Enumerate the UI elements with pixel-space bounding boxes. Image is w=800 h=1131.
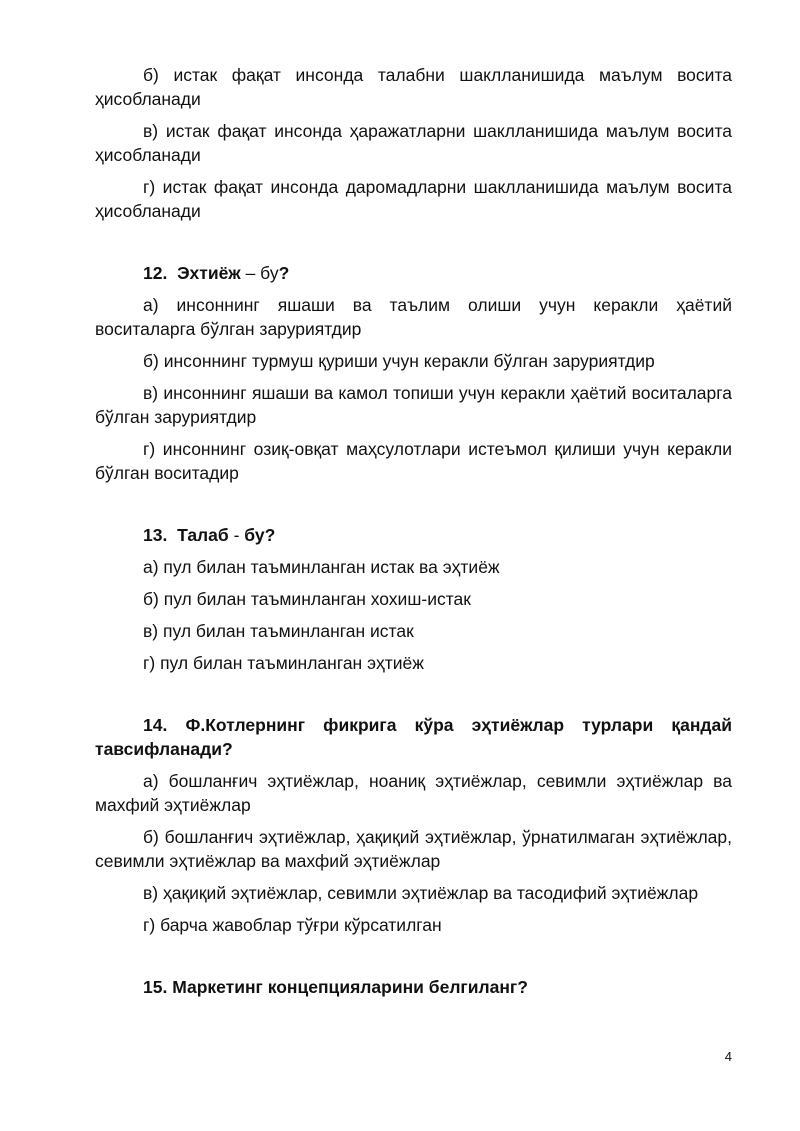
spacer (95, 945, 732, 975)
q12-qmark: ? (278, 263, 290, 283)
q12-option-a: а) инсоннинг яшаши ва таълим олиши учун керакли ҳаётий воситаларга бўлган заруриятдир (95, 295, 732, 339)
spacer (95, 683, 732, 713)
q11-option-b: б) истак фақат инсонда талабни шаклланишида маълум восита ҳисобланади (95, 65, 732, 109)
q13-option-c: в) пул билан таъминланган истак (143, 621, 414, 641)
q12-option-b: б) инсоннинг турмуш қуриши учун керакли бўлган заруриятдир (143, 351, 655, 371)
q13-dash: - (228, 525, 245, 545)
document-page (95, 63, 732, 1007)
q12-dash: – бу (240, 263, 279, 283)
q14-option-c: в) ҳақиқий эҳтиёжлар, севимли эҳтиёжлар ва тасодифий эҳтиёжлар (143, 883, 699, 903)
q12-option-c: в) инсоннинг яшаши ва камол топиши учун керакли ҳаётий воситаларга бўлган заруриятдир (95, 383, 732, 427)
q12-number: 12. (143, 263, 168, 283)
q13-option-b: б) пул билан таъминланган хохиш-истак (143, 589, 471, 609)
q14-option-a: а) бошланғич эҳтиёжлар, ноаниқ эҳтиёжлар, севимли эҳтиёжлар ва махфий эҳтиёжлар (95, 771, 732, 815)
q14-option-d: г) барча жавоблар тўғри кўрсатилган (143, 915, 442, 935)
page-number: 4 (724, 1049, 732, 1064)
q11-option-d: г) истак фақат инсонда даромадларни шаклланишида маълум восита ҳисобланади (95, 177, 732, 221)
q12-title (95, 261, 732, 285)
q13-number: 13. (143, 525, 168, 545)
q13-option-a: а) пул билан таъминланган истак ва эҳтиёж (143, 557, 500, 577)
q15-title: 15. Маркетинг концепцияларини белгиланг? (143, 977, 528, 997)
q13-term: Талаб (177, 525, 229, 545)
spacer (95, 231, 732, 261)
q13-option-d: г) пул билан таъминланган эҳтиёж (143, 653, 424, 673)
q13-tail: бу? (244, 525, 276, 545)
q12-option-d: г) инсоннинг озиқ-овқат маҳсулотлари истеъмол қилиши учун керакли бўлган воситадир (95, 439, 732, 483)
q11-option-c: в) истак фақат инсонда ҳаражатларни шаклланишида маълум восита ҳисобланади (95, 121, 732, 165)
q13-title (95, 523, 732, 547)
q14-option-b: б) бошланғич эҳтиёжлар, ҳақиқий эҳтиёжлар, ўрнатилмаган эҳтиёжлар, севимли эҳтиёжлар ва махфий эҳтиёжлар (95, 827, 732, 871)
q14-title: 14. Ф.Котлернинг фикрига кўра эҳтиёжлар турлари қандай тавсифланади? (95, 715, 732, 759)
spacer (95, 493, 732, 523)
q12-term: Эхтиёж (177, 263, 241, 283)
